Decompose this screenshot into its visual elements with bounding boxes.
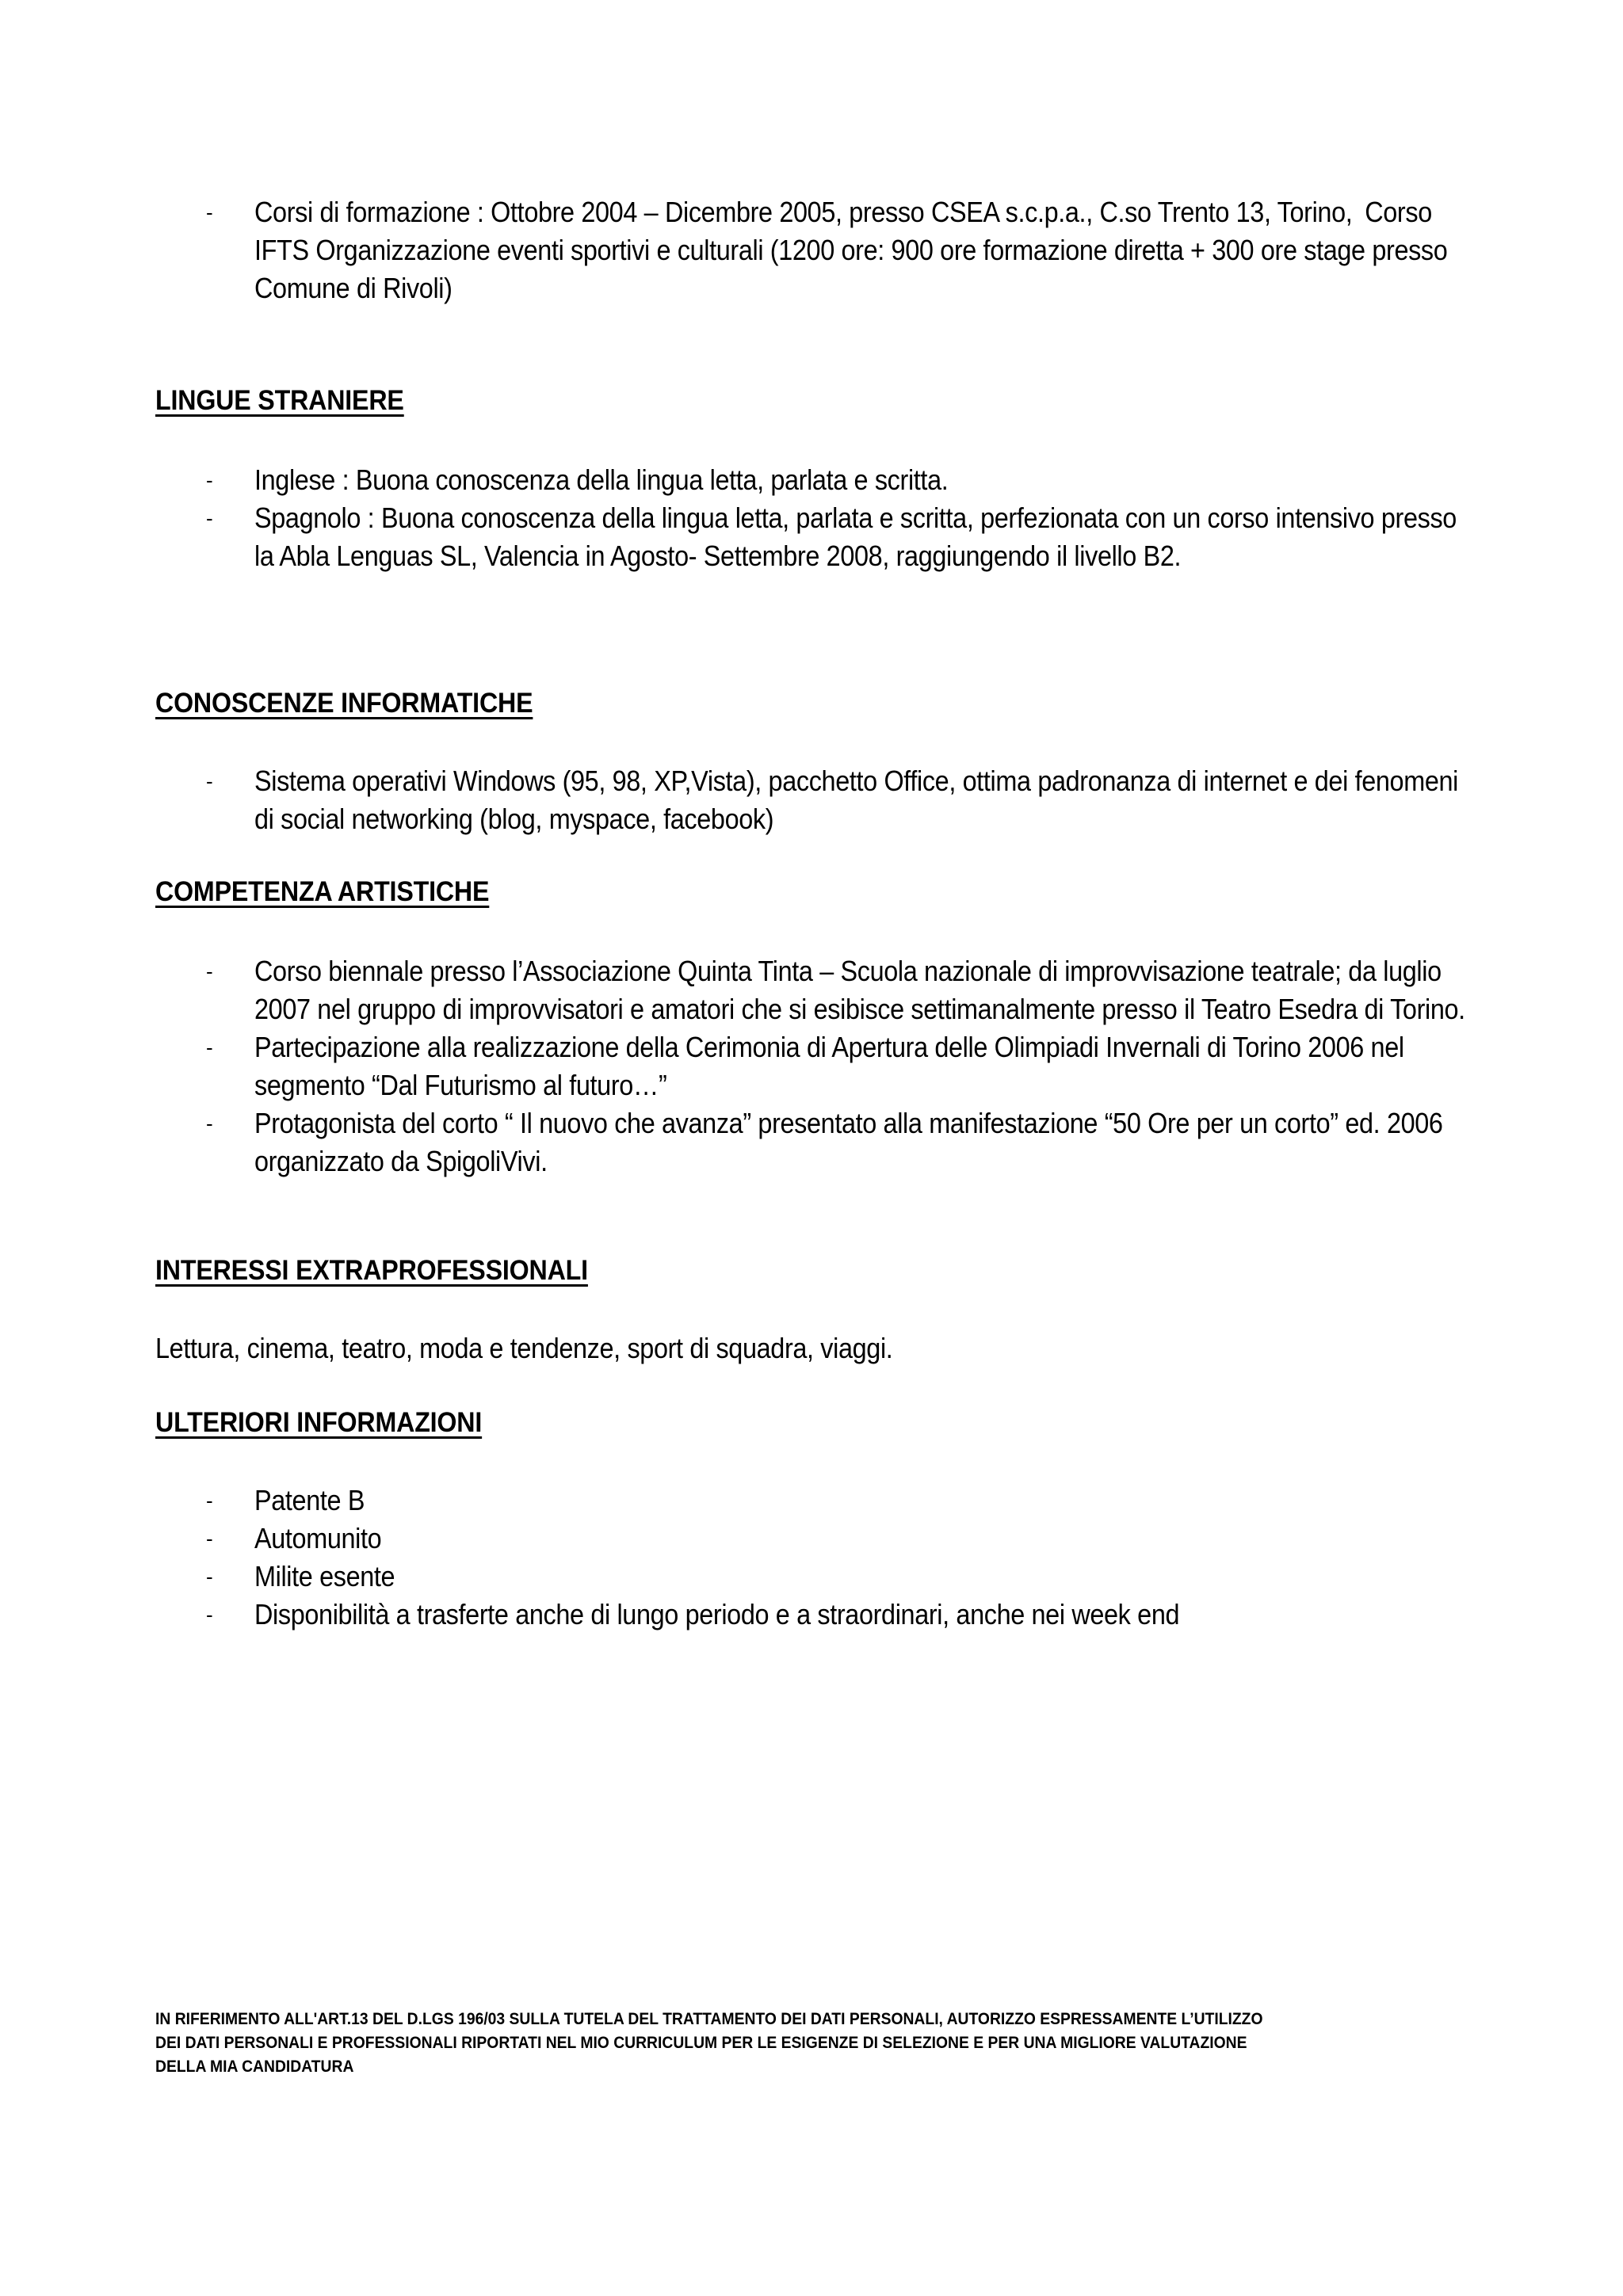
- artistiche-item-text: Partecipazione alla realizzazione della Cerimonia di Apertura delle Olimpiadi Invernali di Torino 2006 nel segmento “Dal Futurismo al futuro…”: [254, 1031, 1404, 1101]
- section-heading-interessi: INTERESSI EXTRAPROFESSIONALI: [155, 1255, 588, 1286]
- bullet-dash: -: [206, 1565, 213, 1589]
- ulteriori-list: [155, 1482, 1487, 1634]
- privacy-footer-line: DEI DATI PERSONALI E PROFESSIONALI RIPORTATI NEL MIO CURRICULUM PER LE ESIGENZE DI SELEZIONE E PER UNA MIGLIORE VALUTAZIONE: [155, 2034, 1247, 2052]
- list-item: [155, 1520, 1487, 1558]
- artistiche-item-text: Corso biennale presso l’Associazione Quinta Tinta – Scuola nazionale di improvvisazione teatrale; da luglio 2007 nel gruppo di improvvisatori e amatori che si esibisce settimanalmente presso il Teatro Esedra di Torino.: [254, 955, 1465, 1025]
- bullet-dash: -: [206, 1527, 213, 1550]
- interessi-text: Lettura, cinema, teatro, moda e tendenze, sport di squadra, viaggi.: [155, 1332, 893, 1364]
- list-item: [155, 461, 1487, 499]
- lingue-list: [155, 461, 1487, 575]
- informatica-list: [155, 762, 1487, 838]
- bullet-dash: -: [206, 959, 213, 983]
- list-item: [155, 762, 1487, 838]
- bullet-dash: -: [206, 769, 213, 793]
- privacy-footer-line: DELLA MIA CANDIDATURA: [155, 2058, 354, 2076]
- section-heading-artistiche: COMPETENZA ARTISTICHE: [155, 876, 490, 907]
- section-heading-ulteriori: ULTERIORI INFORMAZIONI: [155, 1407, 483, 1438]
- bullet-dash: -: [206, 200, 213, 224]
- bullet-dash: -: [206, 1112, 213, 1135]
- ulteriori-item-text: Milite esente: [254, 1560, 395, 1592]
- list-item: [155, 1596, 1487, 1634]
- list-item: [155, 1558, 1487, 1596]
- bullet-dash: -: [206, 1603, 213, 1627]
- lingua-inglese-text: Inglese : Buona conoscenza della lingua letta, parlata e scritta.: [254, 463, 949, 496]
- bullet-dash: -: [206, 468, 213, 492]
- course-text: Corsi di formazione : Ottobre 2004 – Dicembre 2005, presso CSEA s.c.p.a., C.so Trento 13, Torino, Corso IFTS Organizzazione eventi sportivi e culturali (1200 ore: 900 ore formazione diretta + 300 ore stage presso Comune di Rivoli): [254, 196, 1448, 304]
- section-heading-lingue: LINGUE STRANIERE: [155, 385, 404, 416]
- bullet-dash: -: [206, 1035, 213, 1059]
- section-heading-informatica: CONOSCENZE INFORMATICHE: [155, 688, 533, 719]
- courses-section: [155, 193, 1487, 307]
- lingue-section: [155, 461, 1487, 575]
- lingua-spagnolo-text: Spagnolo : Buona conoscenza della lingua letta, parlata e scritta, perfezionata con un corso intensivo presso la Abla Lenguas SL, Valencia in Agosto- Settembre 2008, raggiungendo il livello B2.: [254, 502, 1457, 572]
- informatica-text: Sistema operativi Windows (95, 98, XP,Vista), pacchetto Office, ottima padronanza di internet e dei fenomeni di social networking (blog, myspace, facebook): [254, 765, 1458, 835]
- artistiche-section: [155, 952, 1487, 1180]
- list-item: [155, 1028, 1487, 1104]
- list-item: [155, 952, 1487, 1028]
- ulteriori-item-text: Patente B: [254, 1484, 365, 1516]
- ulteriori-item-text: Disponibilità a trasferte anche di lungo periodo e a straordinari, anche nei week end: [254, 1598, 1180, 1630]
- list-item: [155, 1482, 1487, 1520]
- informatica-section: [155, 762, 1487, 838]
- artistiche-item-text: Protagonista del corto “ Il nuovo che avanza” presentato alla manifestazione “50 Ore per un corto” ed. 2006 organizzato da SpigoliVivi.: [254, 1107, 1443, 1177]
- bullet-dash: -: [206, 506, 213, 530]
- list-item: [155, 499, 1487, 575]
- artistiche-list: [155, 952, 1487, 1180]
- privacy-footer-line: IN RIFERIMENTO ALL'ART.13 DEL D.LGS 196/03 SULLA TUTELA DEL TRATTAMENTO DEI DATI PERSONALI, AUTORIZZO ESPRESSAMENTE L’UTILIZZO: [155, 2010, 1263, 2028]
- courses-list: [155, 193, 1487, 307]
- ulteriori-section: [155, 1482, 1487, 1634]
- list-item: [155, 1104, 1487, 1180]
- privacy-footer: [155, 2008, 1541, 2079]
- bullet-dash: -: [206, 1489, 213, 1512]
- ulteriori-item-text: Automunito: [254, 1522, 382, 1554]
- list-item: [155, 193, 1487, 307]
